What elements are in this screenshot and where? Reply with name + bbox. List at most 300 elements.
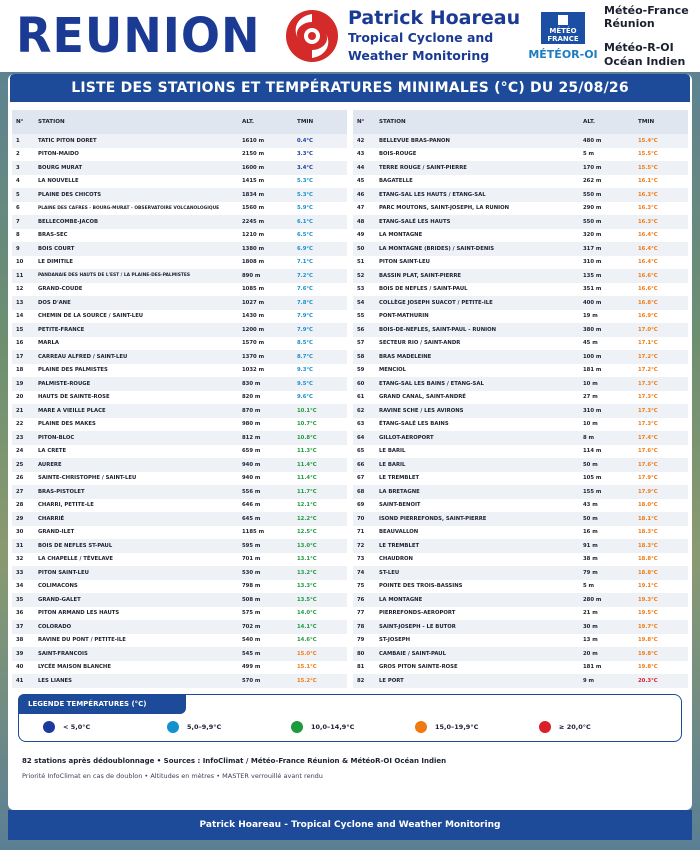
cell-tmin: 3.4°C <box>293 161 347 175</box>
table-row <box>12 229 347 243</box>
cell-station: PALMISTE-ROUGE <box>34 377 238 391</box>
table-row <box>353 256 688 270</box>
cell-altitude: 870 m <box>238 404 293 418</box>
legend-label: 15,0–19,9°C <box>435 723 479 731</box>
cell-station: LA MONTAGNE <box>379 232 423 239</box>
table-row <box>12 391 347 405</box>
cell-station: SAINT-BENOIT <box>379 502 421 509</box>
cell-altitude: 1430 m <box>242 313 265 320</box>
table-row <box>353 674 688 688</box>
cell-tmin: 11.3°C <box>297 448 317 455</box>
table-body-left <box>12 134 347 688</box>
cell-no: 62 <box>353 404 375 418</box>
table-row <box>12 175 347 189</box>
cell-altitude: 310 m <box>579 404 634 418</box>
table-row <box>353 364 688 378</box>
cell-altitude: 50 m <box>579 512 634 526</box>
table-row <box>353 337 688 351</box>
table-row <box>353 161 688 175</box>
legend-item <box>167 721 291 733</box>
table-row <box>12 269 347 283</box>
legend-dot-icon <box>291 721 303 733</box>
cell-no: 9 <box>12 242 34 256</box>
org-1b: Réunion <box>604 17 655 31</box>
legend-dot-icon <box>43 721 55 733</box>
legend-item <box>291 721 415 733</box>
table-row <box>353 580 688 594</box>
cell-altitude: 30 m <box>579 620 634 634</box>
cell-no: 34 <box>16 583 24 590</box>
cell-no: 67 <box>357 475 365 482</box>
cell-station: LE DIMITILE <box>38 259 74 266</box>
sources-line: 82 stations après dédoublonnage • Sources : InfoClimat / Météo-France Réunion & MétéoR-OI Océan Indien <box>22 757 447 765</box>
table-row <box>12 431 347 445</box>
cell-station: SAINT-JOSEPH - LE BUTOR <box>375 620 579 634</box>
cell-altitude: 114 m <box>583 448 602 455</box>
cell-station: BRAS-SEC <box>38 232 68 239</box>
cell-station: CHEMIN DE LA SOURCE / SAINT-LEU <box>38 313 144 320</box>
cell-altitude: 550 m <box>579 188 634 202</box>
cell-no: 59 <box>357 367 365 374</box>
cell-station: MENCIOL <box>379 367 407 374</box>
cell-no: 20 <box>16 394 24 401</box>
cell-tmin: 16.4°C <box>638 259 658 266</box>
cell-tmin: 13.3°C <box>297 583 317 590</box>
table-row <box>353 661 688 675</box>
cell-no: 77 <box>357 610 365 617</box>
cell-no: 44 <box>353 161 375 175</box>
table-row <box>353 539 688 553</box>
table-row <box>12 607 347 621</box>
table-row <box>353 553 688 567</box>
cell-station: MARE A VIEILLE PLACE <box>34 404 238 418</box>
cell-no: 72 <box>353 539 375 553</box>
cell-no: 37 <box>12 620 34 634</box>
cell-station: LA MONTAGNE <box>375 593 579 607</box>
cell-tmin: 17.6°C <box>638 448 658 455</box>
table-row <box>12 634 347 648</box>
table-row <box>353 593 688 607</box>
cell-tmin: 8.5°C <box>297 340 313 347</box>
cell-station: RAVINE DU PONT / PETITE-ILE <box>38 637 126 644</box>
cell-station: BOIS DE NEFLES ST-PAUL <box>34 539 238 553</box>
cell-no: 26 <box>16 475 24 482</box>
cell-altitude: 595 m <box>238 539 293 553</box>
cell-station: BELLECOMBE-JACOB <box>34 215 238 229</box>
footer-bar: Patrick Hoareau - Tropical Cyclone and Weather Monitoring <box>8 810 692 840</box>
legend-label: 10,0–14,9°C <box>311 723 355 731</box>
cell-altitude: 1185 m <box>242 529 265 536</box>
cell-no: 38 <box>16 637 24 644</box>
header <box>0 0 700 72</box>
cell-tmin: 15.2°C <box>293 674 347 688</box>
cell-no: 69 <box>357 502 365 509</box>
cell-tmin: 6.9°C <box>293 242 347 256</box>
cell-no: 13 <box>12 296 34 310</box>
cell-no: 73 <box>357 556 365 563</box>
col-no-header: N° <box>353 110 375 134</box>
cell-tmin: 19.5°C <box>638 610 658 617</box>
cell-station: GRAND CANAL, SAINT-ANDRÉ <box>379 394 466 401</box>
table-row <box>353 445 688 459</box>
table-row <box>353 242 688 256</box>
table-row <box>353 134 688 148</box>
table-row <box>353 229 688 243</box>
cell-no: 27 <box>12 485 34 499</box>
table-row <box>353 283 688 297</box>
cell-no: 51 <box>357 259 365 266</box>
cell-station: PLAINE DES PALMISTES <box>38 367 108 374</box>
cell-tmin: 19.8°C <box>638 664 658 671</box>
cell-station: ETANG-SALÉ LES HAUTS <box>375 215 579 229</box>
cell-station: ETANG-SAL LES BAINS / ETANG-SAL <box>375 377 579 391</box>
cell-no: 30 <box>16 529 24 536</box>
cell-tmin: 5.3°C <box>297 178 313 185</box>
cell-station: CHAUDRON <box>379 556 413 563</box>
cell-tmin: 5.9°C <box>297 205 313 212</box>
table-row <box>12 323 347 337</box>
cell-altitude: 890 m <box>238 269 293 283</box>
cell-station: BAGATELLE <box>379 178 413 185</box>
cell-no: 36 <box>16 610 24 617</box>
table-row <box>353 472 688 486</box>
cell-altitude: 659 m <box>242 448 261 455</box>
org-1a: Météo-France <box>604 3 689 17</box>
subtitle-1: Tropical Cyclone and <box>348 29 494 45</box>
cell-no: 4 <box>16 178 20 185</box>
cell-altitude: 1610 m <box>238 134 293 148</box>
table-row <box>353 175 688 189</box>
cell-tmin: 18.3°C <box>634 539 688 553</box>
cell-altitude: 1560 m <box>242 205 265 212</box>
cell-tmin: 13.2°C <box>293 566 347 580</box>
table-row <box>353 202 688 216</box>
cell-no: 39 <box>12 647 34 661</box>
table-row <box>12 350 347 364</box>
table-row <box>353 296 688 310</box>
table-row <box>12 148 347 162</box>
table-row <box>353 148 688 162</box>
cell-tmin: 15.0°C <box>293 647 347 661</box>
cell-tmin: 11.7°C <box>293 485 347 499</box>
cell-tmin: 15.5°C <box>638 151 658 158</box>
cell-no: 5 <box>12 188 34 202</box>
cell-altitude: 1380 m <box>238 242 293 256</box>
cell-tmin: 7.9°C <box>293 323 347 337</box>
cell-tmin: 17.9°C <box>634 485 688 499</box>
cell-altitude: 820 m <box>242 394 261 401</box>
cell-altitude: 317 m <box>579 242 634 256</box>
cell-no: 2 <box>16 151 20 158</box>
cell-no: 28 <box>16 502 24 509</box>
cell-altitude: 2245 m <box>238 215 293 229</box>
cell-no: 19 <box>12 377 34 391</box>
cell-station: LA MONTAGNE (BRIDES) / SAINT-DENIS <box>375 242 579 256</box>
cell-tmin: 19.8°C <box>638 637 658 644</box>
cell-station: ETANG-SAL LES HAUTS / ETANG-SAL <box>375 188 579 202</box>
meteo-france-logo <box>541 12 585 44</box>
table-row <box>12 188 347 202</box>
cell-no: 29 <box>12 512 34 526</box>
cell-tmin: 17.3°C <box>634 377 688 391</box>
cell-no: 31 <box>12 539 34 553</box>
cell-station: BASSIN PLAT, SAINT-PIERRE <box>375 269 579 283</box>
cell-station: PANDANAIE DES HAUTS DE L'EST / LA PLAINE-DES-PALMISTES <box>34 269 238 283</box>
cell-altitude: 1210 m <box>242 232 265 239</box>
cell-station: PIERREFONDS-AEROPORT <box>379 610 456 617</box>
cell-no: 68 <box>353 485 375 499</box>
subtitle-2: Weather Monitoring <box>348 48 490 63</box>
cell-no: 58 <box>353 350 375 364</box>
cell-tmin: 7.9°C <box>297 313 313 320</box>
cell-station: BRAS MADELEINE <box>375 350 579 364</box>
cell-station: BOURG MURAT <box>34 161 238 175</box>
table-row <box>353 512 688 526</box>
legend-dot-icon <box>539 721 551 733</box>
cell-station: CHARRI, PETITE-LE <box>38 502 94 509</box>
cell-station: PITON ARMAND LES HAUTS <box>38 610 120 617</box>
table-row <box>12 242 347 256</box>
cell-tmin: 16.1°C <box>638 178 658 185</box>
table-row <box>353 607 688 621</box>
cell-station: LE BARIL <box>379 448 406 455</box>
cell-station: HAUTS DE SAINTE-ROSE <box>38 394 110 401</box>
cell-altitude: 400 m <box>579 296 634 310</box>
legend-item <box>43 721 167 733</box>
table-row <box>353 526 688 540</box>
cell-altitude: 646 m <box>242 502 261 509</box>
table-row <box>12 647 347 661</box>
cell-altitude: 1085 m <box>242 286 265 293</box>
cell-station: BOIS-DE-NEFLES, SAINT-PAUL - RUNION <box>375 323 579 337</box>
cell-tmin: 7.6°C <box>297 286 313 293</box>
cell-tmin: 10.1°C <box>293 404 347 418</box>
cell-tmin: 5.3°C <box>293 188 347 202</box>
cell-altitude: 1570 m <box>242 340 265 347</box>
table-row <box>353 188 688 202</box>
table-row <box>12 310 347 324</box>
table-row <box>353 350 688 364</box>
cell-altitude: 262 m <box>583 178 602 185</box>
cell-no: 55 <box>357 313 365 320</box>
cell-no: 75 <box>357 583 365 590</box>
cell-tmin: 16.3°C <box>634 215 688 229</box>
table-row <box>12 539 347 553</box>
cell-tmin: 10.8°C <box>293 431 347 445</box>
cell-altitude: 20 m <box>579 647 634 661</box>
table-row <box>353 634 688 648</box>
cell-tmin: 17.0°C <box>634 323 688 337</box>
cell-altitude: 38 m <box>583 556 598 563</box>
cell-altitude: 135 m <box>579 269 634 283</box>
cell-tmin: 16.8°C <box>634 296 688 310</box>
cell-altitude: 50 m <box>579 458 634 472</box>
cell-station: LA NOUVELLE <box>38 178 79 185</box>
cell-tmin: 19.7°C <box>634 620 688 634</box>
cell-altitude: 91 m <box>579 539 634 553</box>
cell-altitude: 1415 m <box>242 178 265 185</box>
cell-no: 15 <box>12 323 34 337</box>
cell-altitude: 21 m <box>583 610 598 617</box>
table-row <box>353 377 688 391</box>
col-no-header: N° <box>12 110 34 134</box>
cell-no: 79 <box>357 637 365 644</box>
station-table-left <box>12 110 347 688</box>
table-row <box>12 445 347 459</box>
table-row <box>12 499 347 513</box>
table-row <box>12 404 347 418</box>
cell-tmin: 8.7°C <box>293 350 347 364</box>
cell-tmin: 6.5°C <box>297 232 313 239</box>
cell-altitude: 10 m <box>579 377 634 391</box>
cell-station: PLAINE DES CAFRES - BOURG-MURAT - OBSERVATOIRE VOLCANOLOGIQUE <box>38 205 220 211</box>
table-row <box>353 269 688 283</box>
cell-altitude: 105 m <box>583 475 602 482</box>
table-row <box>12 364 347 378</box>
cell-station: SAINT-FRANCOIS <box>34 647 238 661</box>
cell-tmin: 19.8°C <box>634 647 688 661</box>
cell-station: TATIC PITON DORET <box>34 134 238 148</box>
table-row <box>353 485 688 499</box>
cell-no: 14 <box>16 313 24 320</box>
cell-tmin: 18.0°C <box>638 502 658 509</box>
table-row <box>12 674 347 688</box>
cell-tmin: 12.2°C <box>293 512 347 526</box>
cell-altitude: 43 m <box>583 502 598 509</box>
cell-station: DOS D'ANE <box>34 296 238 310</box>
cell-station: AURERE <box>34 458 238 472</box>
cell-tmin: 17.1°C <box>638 340 658 347</box>
cell-no: 23 <box>12 431 34 445</box>
cell-tmin: 16.4°C <box>638 232 658 239</box>
cell-altitude: 830 m <box>238 377 293 391</box>
cell-station: COLORADO <box>34 620 238 634</box>
cell-no: 16 <box>16 340 24 347</box>
table-row <box>12 202 347 216</box>
cell-tmin: 16.6°C <box>634 269 688 283</box>
cell-tmin: 14.0°C <box>297 610 317 617</box>
cell-tmin: 14.1°C <box>293 620 347 634</box>
cell-station: PITON-MAIDO <box>38 151 79 158</box>
cell-altitude: 480 m <box>579 134 634 148</box>
col-tmin-header: TMIN <box>634 110 688 134</box>
cell-no: 21 <box>12 404 34 418</box>
cell-altitude: 290 m <box>583 205 602 212</box>
station-card <box>8 74 692 810</box>
col-station-header: STATION <box>375 110 579 134</box>
cell-altitude: 100 m <box>579 350 634 364</box>
cell-tmin: 15.5°C <box>634 161 688 175</box>
cell-altitude: 8 m <box>579 431 634 445</box>
cell-altitude: 812 m <box>238 431 293 445</box>
cell-tmin: 17.6°C <box>634 458 688 472</box>
cell-tmin: 6.1°C <box>293 215 347 229</box>
cell-no: 41 <box>12 674 34 688</box>
cell-altitude: 550 m <box>579 215 634 229</box>
cell-altitude: 2150 m <box>242 151 265 158</box>
col-tmin-header: TMIN <box>293 110 347 134</box>
table-row <box>353 431 688 445</box>
cell-tmin: 15.4°C <box>634 134 688 148</box>
cell-altitude: 702 m <box>238 620 293 634</box>
table-row <box>353 647 688 661</box>
table-header-row <box>12 110 347 134</box>
cell-altitude: 540 m <box>242 637 261 644</box>
cell-no: 11 <box>12 269 34 283</box>
cell-altitude: 380 m <box>579 323 634 337</box>
cell-station: LE TREMBLET <box>375 539 579 553</box>
cell-no: 53 <box>357 286 365 293</box>
cell-tmin: 0.4°C <box>293 134 347 148</box>
cell-station: COLLÈGE JOSEPH SUACOT / PETITE-ILE <box>375 296 579 310</box>
cell-altitude: 1834 m <box>238 188 293 202</box>
table-row <box>353 310 688 324</box>
cell-station: LA BRETAGNE <box>375 485 579 499</box>
cell-station: MARLA <box>38 340 59 347</box>
table-row <box>12 283 347 297</box>
cell-station: PARC MOUTONS, SAINT-JOSEPH, LA RUNION <box>379 205 510 212</box>
cell-station: LES LIANES <box>34 674 238 688</box>
cell-station: SAINTE-CHRISTOPHE / SAINT-LEU <box>38 475 137 482</box>
cell-tmin: 17.4°C <box>634 431 688 445</box>
table-row <box>12 580 347 594</box>
cell-altitude: 45 m <box>583 340 598 347</box>
cell-no: 74 <box>353 566 375 580</box>
cell-no: 35 <box>12 593 34 607</box>
cyclone-logo-icon <box>284 8 340 64</box>
cell-station: PITON SAINT-LEU <box>34 566 238 580</box>
cell-station: GROS PITON SAINTE-ROSE <box>379 664 458 671</box>
cell-no: 46 <box>353 188 375 202</box>
cell-altitude: 181 m <box>583 664 602 671</box>
table-row <box>12 620 347 634</box>
cell-altitude: 645 m <box>238 512 293 526</box>
cell-no: 1 <box>12 134 34 148</box>
legend-label: 5,0–9,9°C <box>187 723 222 731</box>
cell-no: 43 <box>357 151 365 158</box>
cell-tmin: 11.4°C <box>293 458 347 472</box>
table-row <box>12 661 347 675</box>
cell-tmin: 12.1°C <box>297 502 317 509</box>
cell-tmin: 16.4°C <box>634 242 688 256</box>
cell-altitude: 27 m <box>583 394 598 401</box>
cell-tmin: 16.9°C <box>638 313 658 320</box>
cell-altitude: 980 m <box>242 421 261 428</box>
cell-altitude: 508 m <box>238 593 293 607</box>
legend-dot-icon <box>415 721 427 733</box>
cell-altitude: 1027 m <box>238 296 293 310</box>
cell-station: PLAINE DES MAKES <box>38 421 96 428</box>
table-row <box>12 472 347 486</box>
cell-station: PONT-MATHURIN <box>379 313 429 320</box>
cell-no: 57 <box>357 340 365 347</box>
cell-station: RAVINE SCHE / LES AVIRONS <box>375 404 579 418</box>
cell-station: LYCÉE MAISON BLANCHE <box>38 664 111 671</box>
table-row <box>12 553 347 567</box>
cell-no: 32 <box>16 556 24 563</box>
cell-tmin: 17.2°C <box>638 367 658 374</box>
table-row <box>12 215 347 229</box>
org-2b: Océan Indien <box>604 54 686 68</box>
title-block <box>348 6 521 65</box>
table-row <box>12 377 347 391</box>
cell-altitude: 575 m <box>242 610 261 617</box>
cell-no: 54 <box>353 296 375 310</box>
cell-no: 3 <box>12 161 34 175</box>
cell-station: ISOND PIERREFONDS, SAINT-PIERRE <box>375 512 579 526</box>
table-row <box>12 296 347 310</box>
cell-tmin: 16.3°C <box>638 205 658 212</box>
